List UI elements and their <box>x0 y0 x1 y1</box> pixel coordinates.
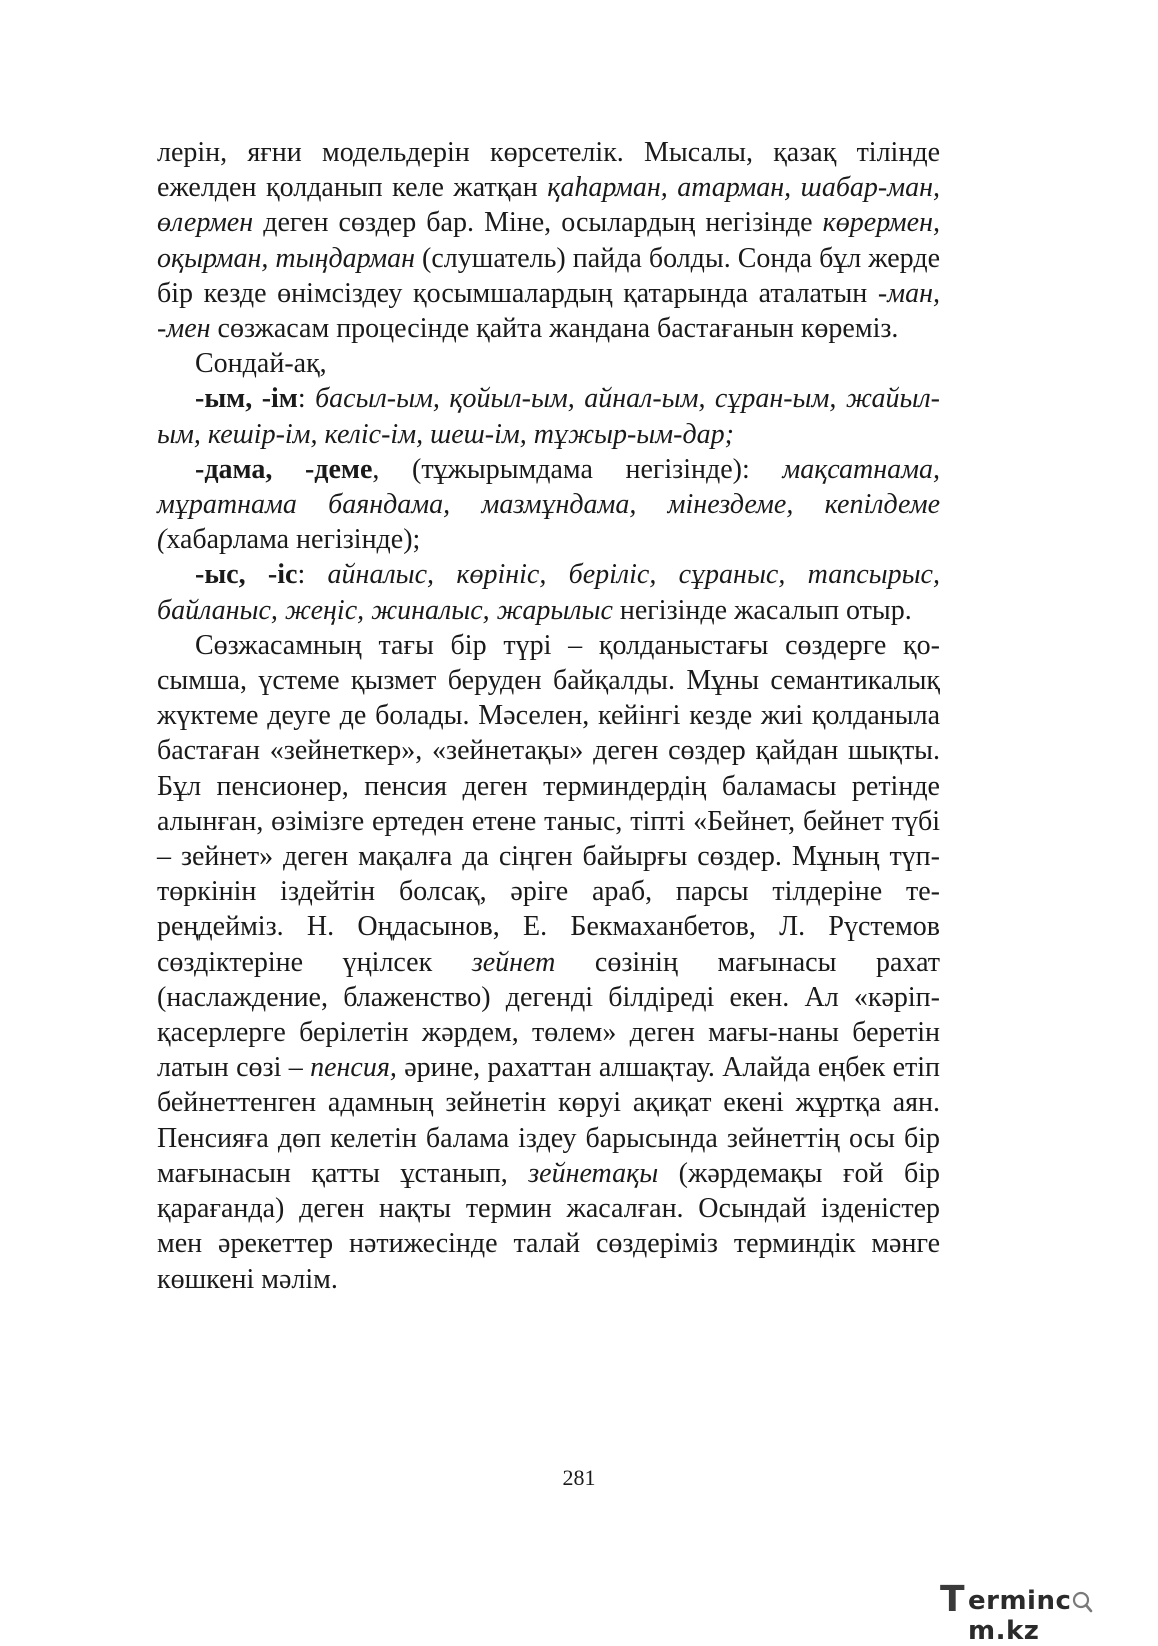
text-run: сөзінің мағынасы рахат (наслаждение, блаженство) дегенді білдіреді екен. Ал «кәріп-қасерлерге берілетін жәрдем, төлем» деген мағы-наны беретін латын сөзі – <box>157 946 941 1084</box>
text-run: әрине, рахаттан алшақтау. Алайда еңбек етіп бейнеттенген адамның зейнетін көруі ақиқат екені жұртқа аян. Пенсияға дөп келетін балама іздеу барысында зейнеттің осы бір мағынасын қатты ұстанып, <box>157 1052 940 1189</box>
italic-run: пенсия, <box>310 1052 397 1084</box>
paragraph-6 <box>157 628 940 1297</box>
text-run: сөзжасам процесінде қайта жандана бастағанын көреміз. <box>210 313 899 345</box>
text-run: деген сөздер бар. Міне, осылардың негізінде <box>253 207 823 239</box>
magnifier-icon <box>1071 1589 1093 1611</box>
text-run: хабарлама негізінде); <box>166 524 421 556</box>
paragraph-3 <box>157 381 940 451</box>
text-run: : <box>297 383 316 415</box>
paragraph-1 <box>157 135 940 346</box>
text-run: негізінде жасалып отыр. <box>612 594 912 626</box>
paragraph-4 <box>157 452 940 558</box>
termincom-watermark <box>940 1578 1140 1646</box>
watermark-initial: T <box>940 1579 965 1620</box>
watermark-text <box>968 1586 1140 1646</box>
text-run: (слушатель) пайда болды. Сонда бұл жерде бір кезде өнімсіздеу қосымшалардың қатарында аталатын <box>157 242 940 309</box>
text-run: Сөзжасамның тағы бір түрі – қолданыстағы сөздерге қо-сымша, үстеме қызмет беруден байқалды. Мұны семантикалық жүктеме деуге де болады. Мәселен, кейінгі кезде жиі қолданыла бастаған «зейнеткер», «зейнетақы» деген сөздер қайдан шықты. Бұл пенсионер, пенсия деген терминдердің баламасы ретінде алынған, өзімізге ертеден етене таныс, тіпті «Бейнет, бейнет түбі – зейнет» деген мақалға да сіңген байырғы сөздер. Мұның түп-төркінін іздейтін болсақ, әріге араб, парсы тілдеріне те-реңдейміз. Н. Оңдасынов, Е. Бекмаханбетов, Л. Рүстемов сөздіктеріне үңілсек <box>157 629 940 978</box>
italic-run: зейнетақы <box>528 1157 659 1189</box>
body-text <box>157 135 940 1297</box>
bold-suffix: -ыс, -іс <box>195 559 298 591</box>
italic-run: көрермен, оқырман, тыңдарман <box>157 207 940 274</box>
text-run: (жәрдемақы ғой бір қарағанда) деген нақты термин жасалған. Осындай ізденістер мен әрекеттер нәтижесінде талай сөздеріміз терминдік мәнге көшкені мәлім. <box>157 1157 940 1295</box>
text-run: , (тұжырымдама негізінде): <box>372 453 783 485</box>
text-run: лерін, яғни модельдерін көрсетелік. Мысалы, қазақ тілінде ежелден қолданып келе жатқан <box>157 137 940 204</box>
italic-run: айналыс, көрініс, беріліс, сұраныс, тапсырыс, байланыс, жеңіс, жиналыс, жарылыс <box>157 559 940 626</box>
italic-run: қаһарман, атарман, шабар-ман, өлермен <box>157 172 940 239</box>
text-run: Сондай-ақ, <box>195 348 327 380</box>
bold-suffix: -ым, -ім <box>195 383 298 415</box>
italic-run: мақсатнама, мұратнама баяндама, мазмұндама, мінездеме, кепілдеме ( <box>157 453 940 556</box>
italic-run: басыл-ым, қойыл-ым, айнал-ым, сұран-ым, жайыл-ым, кешір-ім, келіс-ім, шеш-ім, тұжыр-ым-дар; <box>157 383 940 450</box>
italic-run: зейнет <box>471 946 556 978</box>
watermark-part: erminc <box>968 1586 1072 1616</box>
paragraph-2 <box>157 346 940 381</box>
text-run: : <box>297 559 328 591</box>
bold-suffix: -дама, -деме <box>195 453 373 485</box>
watermark-part: m.kz <box>968 1616 1040 1646</box>
paragraph-5 <box>157 557 940 627</box>
page-number: 281 <box>562 1465 596 1490</box>
italic-run: -ман, -мен <box>157 277 940 345</box>
